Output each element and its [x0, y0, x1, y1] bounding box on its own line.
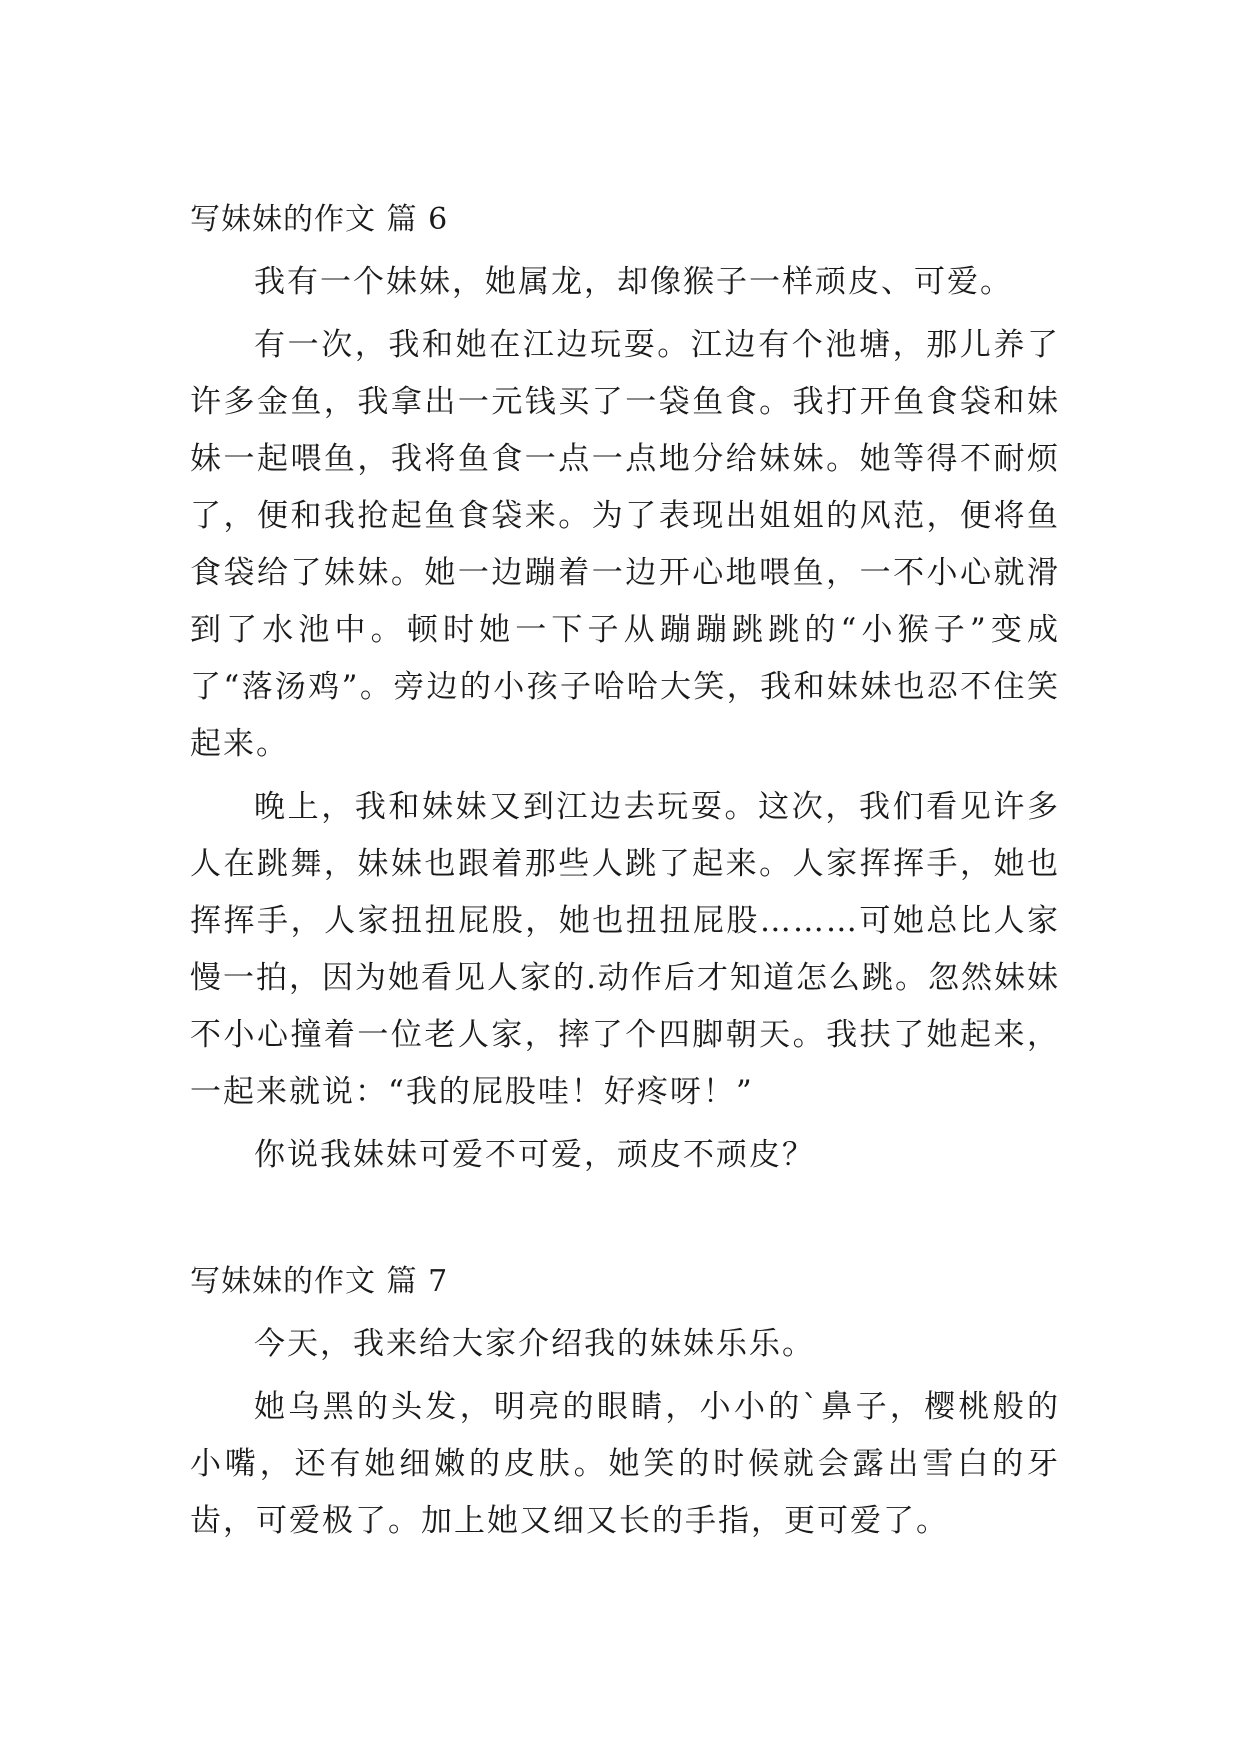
paragraph: 晚上，我和妹妹又到江边去玩耍。这次，我们看见许多人在跳舞，妹妹也跟着那些人跳了起来。人家挥挥手，她也挥挥手，人家扭扭屁股，她也扭扭屁股………可她总比人家慢一拍，因为她看见人家的.动作后才知道怎么跳。忽然妹妹不小心撞着一位老人家，摔了个四脚朝天。我扶了她起来，一起来就说：“我的屁股哇！好疼呀！”	[190, 789, 1060, 1110]
section-title: 写妹妹的作文 篇 6	[190, 202, 449, 237]
paragraph: 今天，我来给大家介绍我的妹妹乐乐。	[254, 1326, 815, 1362]
essay-section-7	[190, 1262, 1060, 1556]
paragraph: 我有一个妹妹，她属龙，却像猴子一样顽皮、可爱。	[254, 264, 1013, 300]
essay-section-6	[190, 200, 1060, 1190]
paragraph: 有一次，我和她在江边玩耍。江边有个池塘，那儿养了许多金鱼，我拿出一元钱买了一袋鱼食。我打开鱼食袋和妹妹一起喂鱼，我将鱼食一点一点地分给妹妹。她等得不耐烦了，便和我抢起鱼食袋来。为了表现出姐姐的风范，便将鱼食袋给了妹妹。她一边蹦着一边开心地喂鱼，一不小心就滑到了水池中。顿时她一下子从蹦蹦跳跳的“小猴子”变成了“落汤鸡”。旁边的小孩子哈哈大笑，我和妹妹也忍不住笑起来。	[190, 327, 1060, 762]
paragraph: 你说我妹妹可爱不可爱，顽皮不顽皮？	[254, 1137, 815, 1173]
section-title: 写妹妹的作文 篇 7	[190, 1264, 449, 1299]
paragraph: 她乌黑的头发，明亮的眼睛，小小的`鼻子，樱桃般的小嘴，还有她细嫩的皮肤。她笑的时候就会露出雪白的牙齿，可爱极了。加上她又细又长的手指，更可爱了。	[190, 1389, 1060, 1539]
